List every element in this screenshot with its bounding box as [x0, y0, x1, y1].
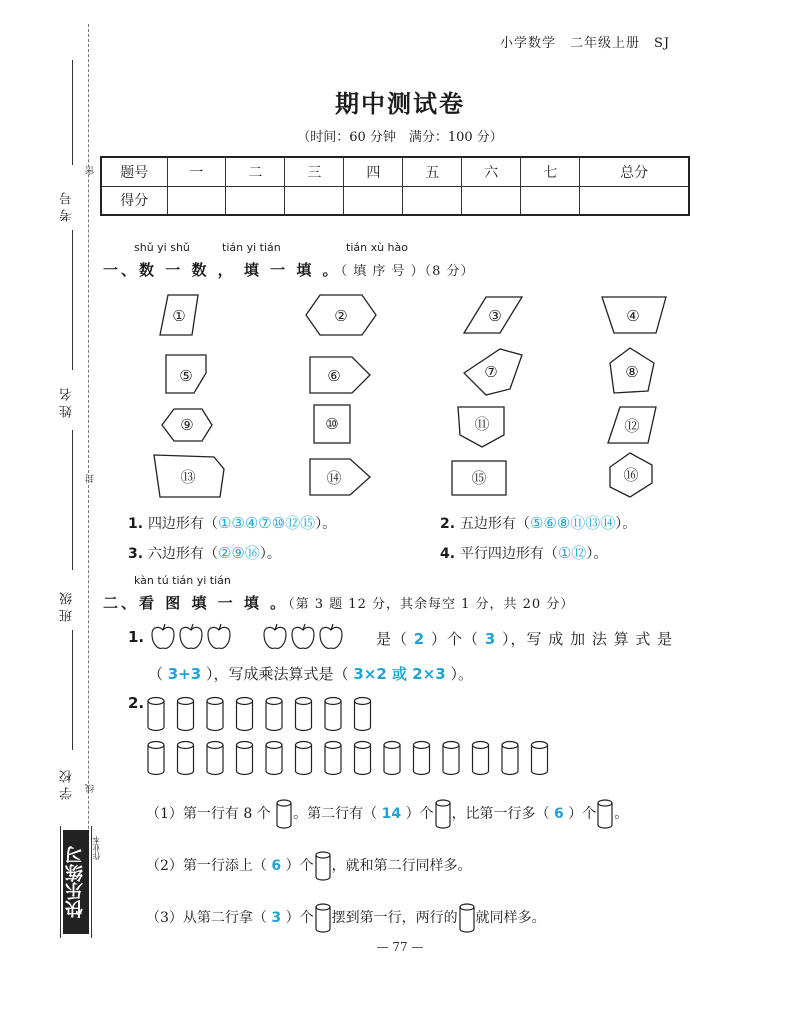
apple-icon [264, 624, 286, 648]
series-header: 小学数学 二年级上册 SJ [500, 36, 671, 51]
side-line [72, 230, 73, 370]
cylinder-icon [325, 742, 341, 775]
question-1-2: 2. 五边形有（⑤⑥⑧⑪⑬⑭）。 [440, 514, 637, 532]
answer: 2 [413, 630, 426, 648]
question-2-2-2: （2）第一行添上（ 6 ）个 ，就和第二行同样多。 [146, 850, 472, 882]
question-1-4: 4. 平行四边形有（①⑫）。 [440, 544, 608, 562]
cylinder-icon [237, 698, 253, 731]
score-input-cell[interactable] [403, 186, 462, 215]
score-header-cell: 一 [167, 157, 226, 186]
cylinder-icon [443, 742, 459, 775]
cylinder-icon [473, 742, 489, 775]
score-input-cell[interactable] [462, 186, 521, 215]
apple-icon [152, 624, 174, 648]
shape-label: ⑥ [327, 367, 341, 385]
cylinder-icon [414, 742, 430, 775]
shape-label: ⑨ [180, 416, 194, 434]
cylinder-icon [434, 798, 452, 830]
page-title: 期中测试卷 [335, 89, 465, 118]
section-2-note: （第 3 题 12 分，其余每空 1 分，共 20 分） [288, 597, 575, 612]
cylinder-icon [296, 742, 312, 775]
answer: 6 [271, 858, 282, 874]
brand-name: 快乐练习 [63, 830, 89, 934]
score-value-row [101, 186, 689, 215]
score-input-cell[interactable] [167, 186, 226, 215]
score-header-cell: 五 [403, 157, 462, 186]
pinyin: shǔ yi shǔ [134, 241, 190, 254]
answer: ①③④⑦⑩⑫⑮ [217, 514, 316, 532]
answer: ②⑨⑯ [217, 544, 260, 562]
cylinder-icon [384, 742, 400, 775]
question-2-1-text: 是（ 2 ）个（ 3 ），写 成 加 法 算 式 是 [376, 630, 674, 648]
question-2-1: 1. [128, 628, 145, 646]
answer: ①⑫ [557, 544, 587, 562]
shape-label: ⑮ [471, 469, 487, 487]
cylinder-icon [355, 742, 371, 775]
shape-label: ⑫ [624, 417, 640, 435]
question-2-1-text-2: （ 3+3 ），写成乘法算式是（ 3×2 或 2×3 ）。 [148, 665, 473, 683]
answer: ⑤⑥⑧⑪⑬⑭ [529, 514, 616, 532]
score-header-cell: 二 [226, 157, 285, 186]
cylinder-icon [148, 698, 164, 731]
cylinder-icon [325, 698, 341, 731]
score-row-label: 得分 [101, 186, 167, 215]
field-name: 姓名 [60, 384, 75, 418]
score-header-cell: 六 [462, 157, 521, 186]
seal-mark-mi: 密 [86, 166, 96, 175]
answer: 3 [271, 910, 282, 926]
cylinder-icon [266, 698, 282, 731]
pinyin: kàn tú tián yi tián [134, 574, 231, 587]
shape-label: ⑦ [484, 363, 498, 381]
section-1-note: （ 填 序 号 ）（8 分） [340, 264, 475, 279]
page-number: — 77 — [376, 940, 424, 954]
score-table [100, 156, 690, 216]
score-input-cell[interactable] [521, 186, 580, 215]
shape-label: ⑧ [625, 363, 639, 381]
cylinder-icon [596, 798, 614, 830]
pinyin: tián yi tián [222, 241, 281, 254]
section-1-title: 一、数 一 数 ， 填 一 填 。 [103, 261, 341, 279]
seal-mark-feng: 封 [86, 474, 96, 483]
question-2-2-1: （1）第一行有 8 个 。第二行有（ 14 ）个 ，比第一行多（ 6 ）个 。 [146, 798, 628, 830]
cylinder-icon [148, 742, 164, 775]
cylinder-icon [355, 698, 371, 731]
shape-label: ⑭ [326, 469, 342, 487]
shape-label: ⑬ [180, 468, 196, 486]
cylinder-icon [178, 698, 194, 731]
score-header-cell: 七 [521, 157, 580, 186]
shapes-figure [100, 285, 700, 505]
answer: 3+3 [167, 665, 202, 683]
score-input-cell[interactable] [344, 186, 403, 215]
apple-groups [148, 622, 358, 652]
question-2-2-3: （3）从第二行拿（ 3 ）个 摆到第一行，两行的 就同样多。 [146, 902, 546, 934]
cylinder-icon [178, 742, 194, 775]
cylinder-icon [296, 698, 312, 731]
cylinder-icon [532, 742, 548, 775]
shape-label: ⑪ [474, 415, 490, 433]
cylinder-icon [207, 698, 223, 731]
shape-label: ⑩ [325, 415, 339, 433]
shape-label: ① [172, 307, 186, 325]
score-header-cell: 总分 [580, 157, 689, 186]
answer: 3 [484, 630, 497, 648]
apple-icon [180, 624, 202, 648]
brand-logo [60, 826, 101, 938]
cylinder-icon [275, 798, 293, 830]
cylinder-icon [266, 742, 282, 775]
field-exam-number: 考号 [60, 188, 75, 222]
question-1-1: 1. 四边形有（①③④⑦⑩⑫⑮）。 [128, 514, 337, 532]
score-header-cell: 三 [285, 157, 344, 186]
cylinder-icon [207, 742, 223, 775]
answer: 3×2 或 2×3 [353, 665, 446, 683]
section-2-title: 二、看 图 填 一 填 。 [103, 594, 289, 612]
cylinder-icon [314, 902, 332, 934]
score-input-cell[interactable] [226, 186, 285, 215]
shape-label: ⑤ [179, 367, 193, 385]
answer: 6 [554, 806, 564, 822]
page-subtitle: （时间：60 分钟 满分：100 分） [297, 130, 503, 145]
field-school: 学校 [60, 766, 75, 800]
brand-subtitle: 作业本 [92, 836, 101, 860]
shape-label: ⑯ [623, 466, 639, 484]
score-header-cell: 题号 [101, 157, 167, 186]
question-2-2: 2. [128, 694, 145, 712]
side-line [72, 630, 73, 750]
apple-icon [208, 624, 230, 648]
pinyin: tián xù hào [346, 241, 408, 254]
section-1-heading [103, 259, 475, 280]
apple-icon [320, 624, 342, 648]
shape-label: ④ [626, 307, 640, 325]
answer: 14 [381, 806, 402, 822]
side-line [72, 430, 73, 570]
field-class: 班级 [60, 588, 75, 622]
score-input-cell[interactable] [580, 186, 689, 215]
score-input-cell[interactable] [285, 186, 344, 215]
cylinder-icon [458, 902, 476, 934]
score-header-row [101, 157, 689, 186]
cylinder-rows [140, 694, 560, 784]
apple-icon [292, 624, 314, 648]
cylinder-icon [237, 742, 253, 775]
seal-mark-xian: 线 [86, 784, 96, 793]
score-header-cell: 四 [344, 157, 403, 186]
section-2-heading [103, 592, 574, 613]
shape-label: ③ [488, 307, 502, 325]
cylinder-icon [502, 742, 518, 775]
shape-label: ② [334, 307, 348, 325]
question-1-3: 3. 六边形有（②⑨⑯）。 [128, 544, 281, 562]
cylinder-icon [314, 850, 332, 882]
